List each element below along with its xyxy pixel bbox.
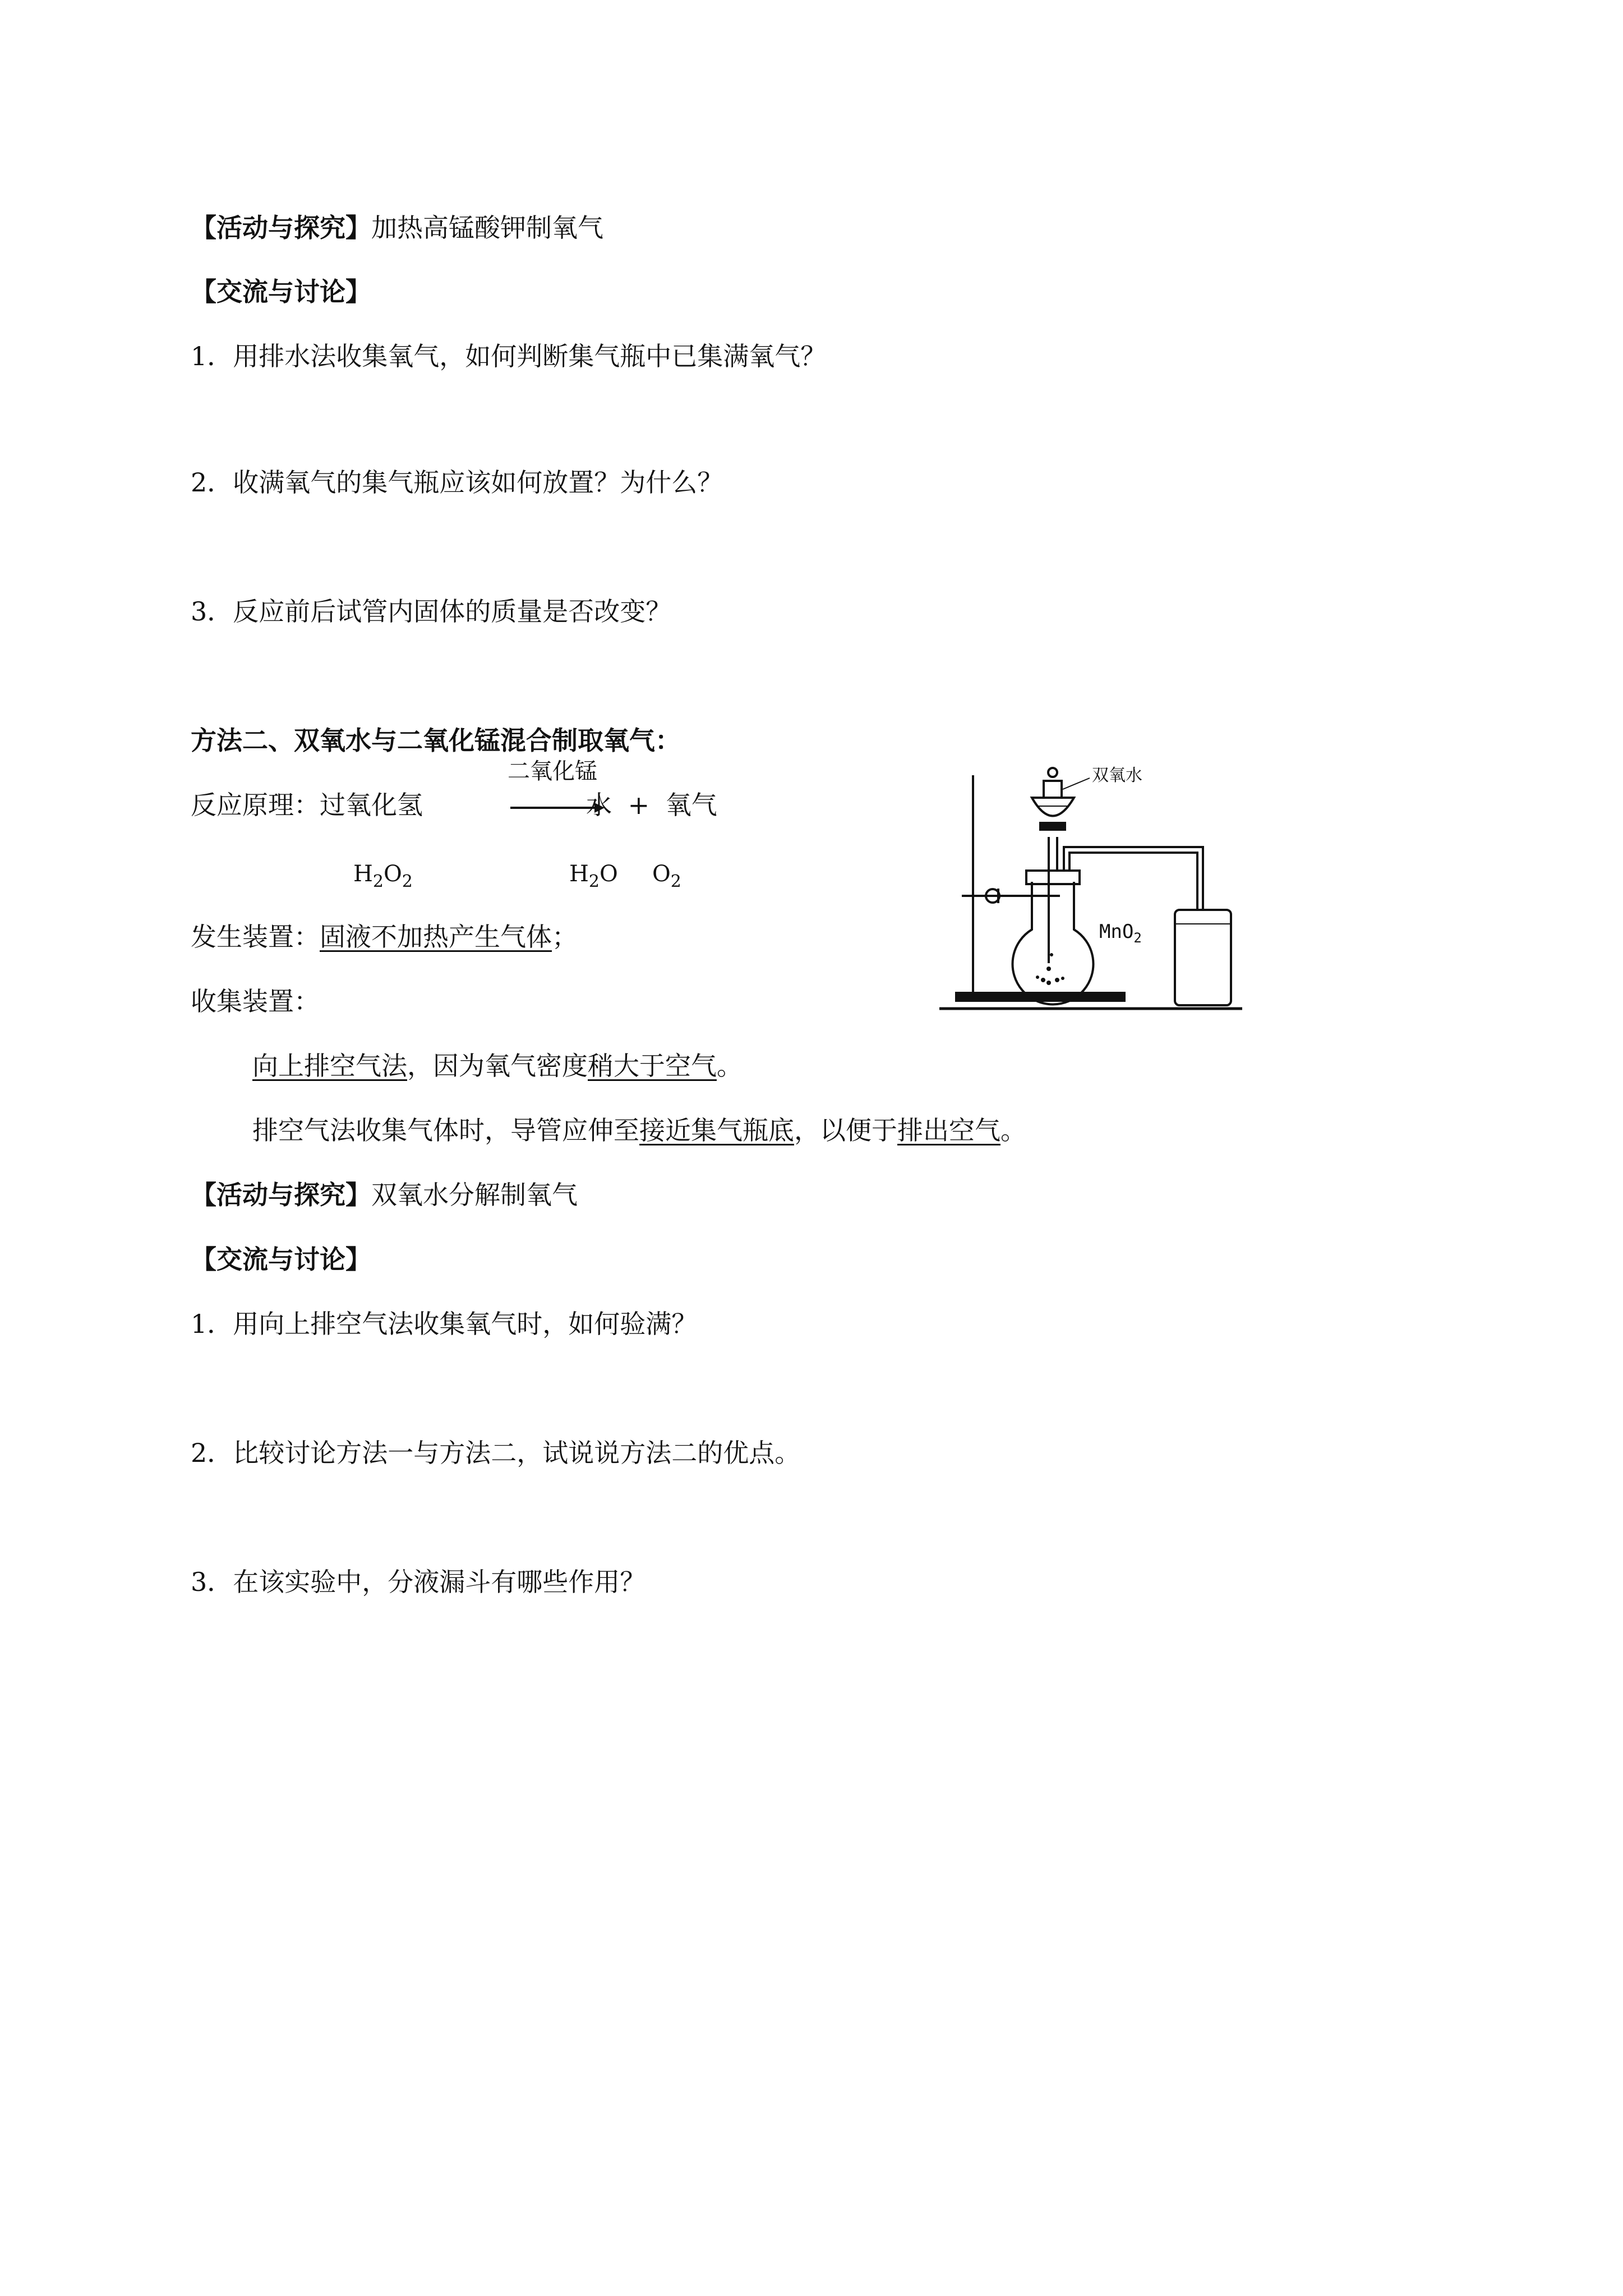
question-2-3: 3．在该实验中，分液漏斗有哪些作用？ — [191, 1567, 646, 1597]
activity-text: 双氧水分解制氧气 — [371, 1180, 578, 1210]
formula-sub: 2 — [588, 872, 600, 891]
formula-h2o2 — [353, 857, 413, 899]
delivery-tube — [1064, 847, 1203, 910]
device-label: 发生装置： — [191, 922, 320, 952]
question-1-3: 3．反应前后试管内固体的质量是否改变？ — [191, 596, 672, 627]
tube-text: 排空气法收集气体时，导管应伸至 — [252, 1115, 639, 1145]
discussion-heading-2: 【交流与讨论】 — [191, 1244, 371, 1274]
collect-reason: ，因为氧气密度 — [407, 1051, 588, 1081]
activity-text: 加热高锰酸钾制氧气 — [371, 213, 603, 243]
plus-sign: + — [628, 790, 650, 820]
collect-end: 。 — [717, 1051, 743, 1081]
products — [586, 788, 717, 822]
device-value: 固液不加热产生气体 — [320, 922, 552, 952]
mno2-base: MnO — [1099, 921, 1134, 943]
formula-part: O — [599, 861, 618, 887]
mno2-label — [1099, 921, 1142, 946]
catalyst-label: 二氧化锰 — [508, 758, 597, 784]
formula-sub: 2 — [402, 872, 413, 891]
tube-result: 排出空气 — [897, 1115, 1000, 1145]
activity-heading-2 — [191, 1178, 578, 1212]
tube-position: 接近集气瓶底 — [639, 1115, 794, 1145]
device-end: ； — [552, 922, 578, 952]
question-1-1: 1．用排水法收集氧气，如何判断集气瓶中已集满氧气？ — [191, 341, 827, 371]
formula-part: H — [569, 861, 589, 887]
discussion-heading-1: 【交流与讨论】 — [191, 277, 371, 307]
formula-sub: 2 — [670, 872, 681, 891]
round-flask — [1013, 882, 1094, 1004]
separatory-funnel — [1032, 798, 1074, 816]
formula-part: O — [383, 861, 402, 887]
formula-part: O — [652, 861, 671, 887]
tube-purpose: ，以便于 — [794, 1115, 897, 1145]
question-1-2: 2．收满氧气的集气瓶应该如何放置？为什么？ — [191, 467, 723, 498]
tube-end: 。 — [1000, 1115, 1026, 1145]
formula-h2o — [569, 857, 618, 899]
mno2-sub: 2 — [1133, 930, 1142, 946]
formula-o2 — [652, 857, 681, 899]
method-two-heading: 方法二、双氧水与二氧化锰混合制取氧气： — [191, 725, 681, 756]
formula-part: H — [353, 861, 373, 887]
activity-tag: 【活动与探究】 — [191, 1180, 371, 1210]
principle-label: 反应原理： — [191, 790, 320, 820]
question-2-1: 1．用向上排空气法收集氧气时，如何验满？ — [191, 1309, 698, 1339]
collect-method: 向上排空气法 — [252, 1051, 407, 1081]
activity-tag: 【活动与探究】 — [191, 213, 371, 243]
collect-density: 稍大于空气 — [588, 1051, 717, 1081]
collect-line-1 — [252, 1049, 743, 1083]
funnel-label: 双氧水 — [1092, 766, 1142, 785]
stand-base — [956, 993, 1124, 1001]
device-line — [191, 920, 578, 954]
question-2-2: 2．比较讨论方法一与方法二，试说说方法二的优点。 — [191, 1438, 801, 1468]
product-oxygen: 氧气 — [665, 790, 717, 820]
collect-label: 收集装置： — [191, 986, 320, 1016]
reaction-principle — [191, 788, 423, 822]
oxygen-apparatus-figure — [939, 758, 1242, 1022]
product-water: 水 — [586, 790, 612, 820]
formula-sub: 2 — [372, 872, 384, 891]
collect-line-2 — [252, 1114, 1026, 1147]
reactant: 过氧化氢 — [320, 790, 423, 820]
activity-heading-1 — [191, 211, 603, 245]
